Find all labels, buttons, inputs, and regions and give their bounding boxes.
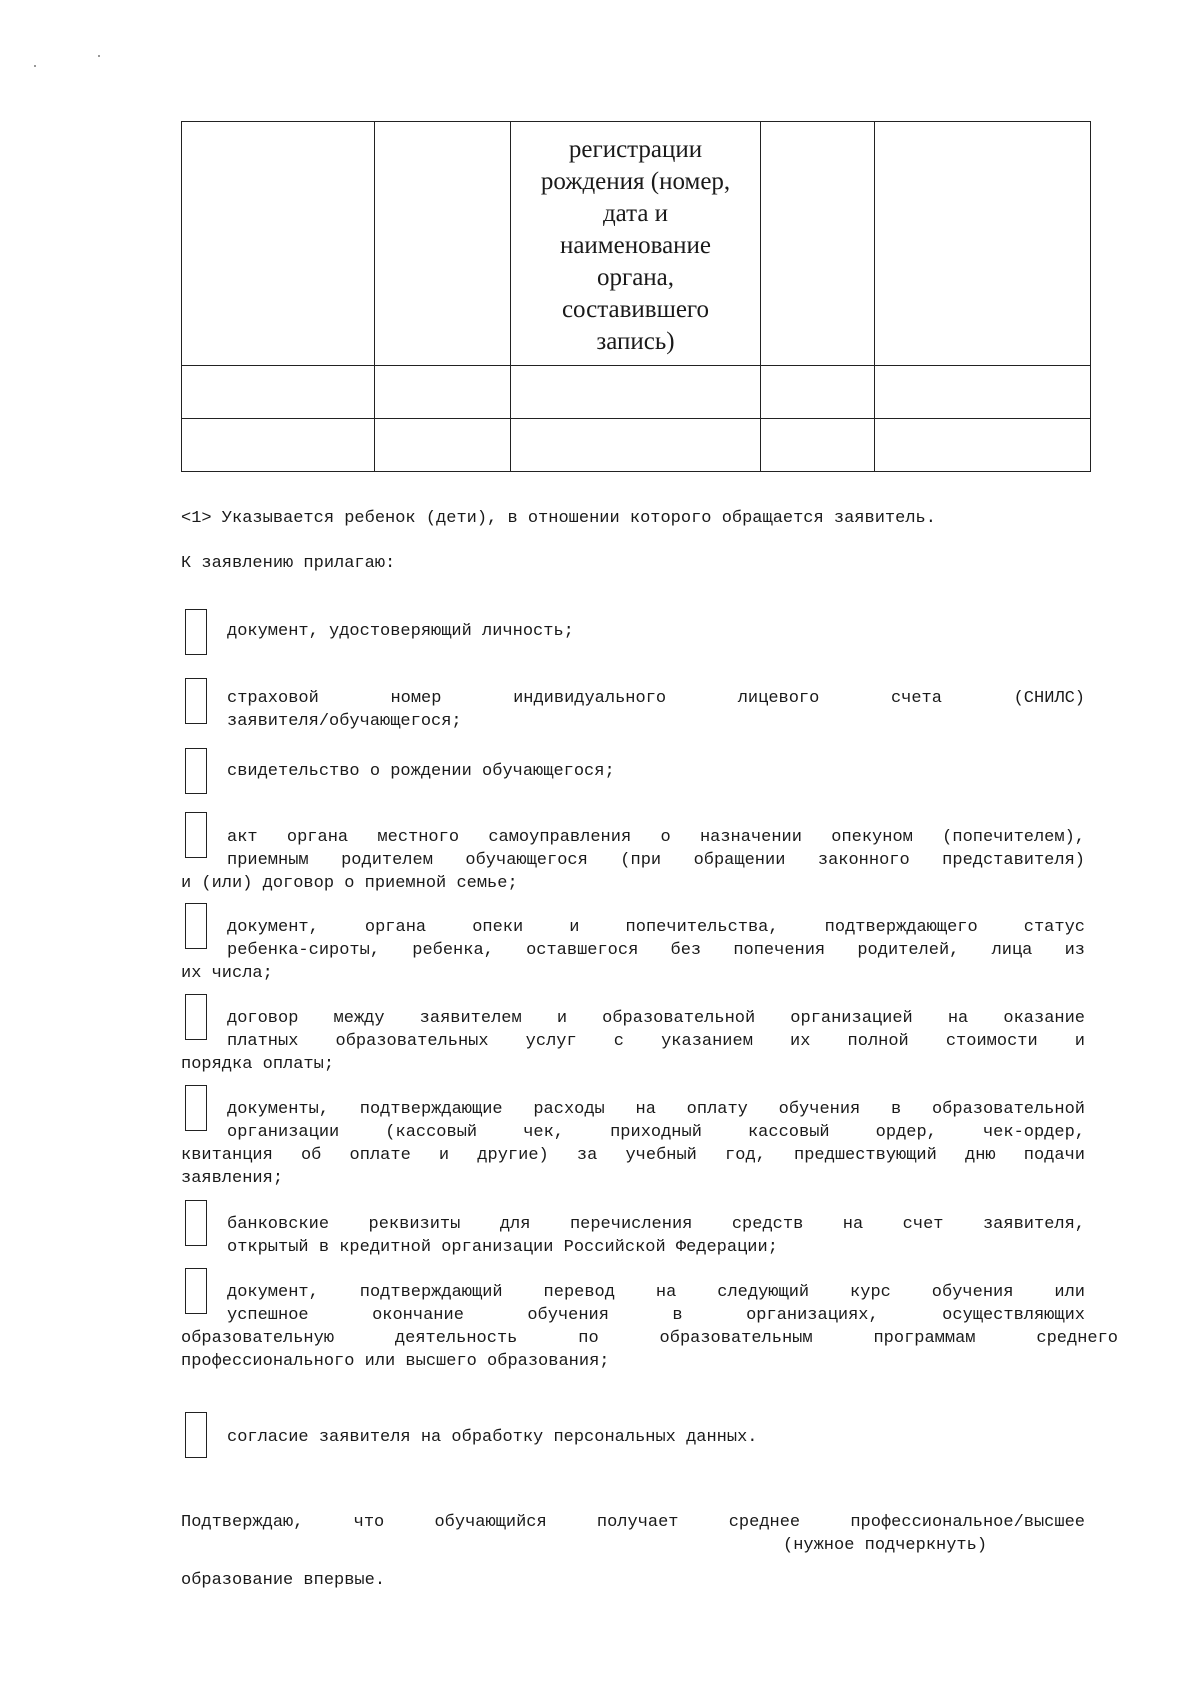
- attachment-line: акт органа местного самоуправления о назначении опекуном (попечителем),: [227, 828, 1085, 847]
- attachment-line: квитанция об оплате и другие) за учебный год, предшествующий дню подачи: [181, 1146, 1085, 1165]
- attachment-text: [181, 1213, 1085, 1259]
- attachment-line: профессионального или высшего образования;: [181, 1352, 610, 1371]
- scan-specks: [30, 55, 110, 75]
- children-table: [181, 121, 1091, 472]
- attachment-line: договор между заявителем и образовательной организацией на оказание: [227, 1009, 1085, 1028]
- table-cell[interactable]: [761, 419, 875, 472]
- attachment-text: [181, 687, 1085, 733]
- table-cell[interactable]: [182, 419, 375, 472]
- confirmation-note: (нужное подчеркнуть): [783, 1536, 988, 1555]
- table-row: [182, 419, 1091, 472]
- attachment-line: успешное окончание обучения в организациях, осуществляющих: [227, 1306, 1085, 1325]
- confirmation-line-end: образование впервые.: [181, 1571, 386, 1590]
- attachment-line: организации (кассовый чек, приходный кассовый ордер, чек-ордер,: [227, 1123, 1085, 1142]
- attachment-line: согласие заявителя на обработку персональных данных.: [227, 1428, 758, 1447]
- table-cell: [182, 122, 375, 366]
- table-cell[interactable]: [182, 366, 375, 419]
- table-cell[interactable]: [511, 366, 761, 419]
- attachment-line: документ, органа опеки и попечительства, подтверждающего статус: [227, 918, 1085, 937]
- attachment-line: открытый в кредитной организации Российской Федерации;: [227, 1238, 778, 1257]
- table-header-row: [182, 122, 1091, 366]
- confirmation-line: Подтверждаю, что обучающийся получает среднее профессиональное/высшее: [181, 1513, 1085, 1532]
- attachment-line: страховой номер индивидуального лицевого счета (СНИЛС): [227, 689, 1085, 708]
- table-cell[interactable]: [375, 366, 511, 419]
- attachment-text: [181, 1007, 1085, 1076]
- footnote: <1> Указывается ребенок (дети), в отношении которого обращается заявитель.: [181, 509, 936, 528]
- attachment-line: свидетельство о рождении обучающегося;: [227, 762, 615, 781]
- attachment-text: [181, 1426, 1085, 1449]
- table-cell[interactable]: [375, 419, 511, 472]
- attachment-line: платных образовательных услуг с указанием их полной стоимости и: [227, 1032, 1085, 1051]
- table-cell[interactable]: [875, 366, 1091, 419]
- attachment-line: ребенка-сироты, ребенка, оставшегося без попечения родителей, лица из: [227, 941, 1085, 960]
- attachment-line: образовательную деятельность по образовательным программам среднего: [181, 1329, 1118, 1348]
- birth-registration-header-text: регистрации рождения (номер, дата и наименование органа, составившего запись): [540, 136, 731, 355]
- attachment-line: документ, удостоверяющий личность;: [227, 622, 574, 641]
- attachment-text: [181, 760, 1085, 783]
- table-cell[interactable]: [761, 366, 875, 419]
- attachment-line: банковские реквизиты для перечисления средств на счет заявителя,: [227, 1215, 1085, 1234]
- attachment-text: [181, 916, 1085, 985]
- attachment-line: и (или) договор о приемной семье;: [181, 874, 518, 893]
- attachment-line: заявителя/обучающегося;: [227, 712, 462, 731]
- table-cell[interactable]: [875, 419, 1091, 472]
- attachment-line: порядка оплаты;: [181, 1055, 335, 1074]
- attachment-line: заявления;: [181, 1169, 284, 1188]
- attachment-line: документ, подтверждающий перевод на следующий курс обучения или: [227, 1283, 1085, 1302]
- attachment-line: приемным родителем обучающегося (при обращении законного представителя): [227, 851, 1085, 870]
- table-cell[interactable]: [511, 419, 761, 472]
- table-row: [182, 366, 1091, 419]
- scan-speck: [34, 65, 36, 67]
- table-cell: [375, 122, 511, 366]
- table-cell: [761, 122, 875, 366]
- attachments-intro: К заявлению прилагаю:: [181, 554, 396, 573]
- attachment-line: их числа;: [181, 964, 273, 983]
- scan-speck: [98, 55, 100, 57]
- attachment-text: [181, 1098, 1085, 1190]
- attachment-line: документы, подтверждающие расходы на оплату обучения в образовательной: [227, 1100, 1085, 1119]
- confirmation-block: [181, 1511, 1085, 1592]
- attachment-text: [181, 1281, 1118, 1373]
- attachment-text: [181, 826, 1085, 895]
- attachment-text: [181, 620, 1085, 643]
- table-header-cell-birth-registration: [511, 122, 761, 366]
- table-cell: [875, 122, 1091, 366]
